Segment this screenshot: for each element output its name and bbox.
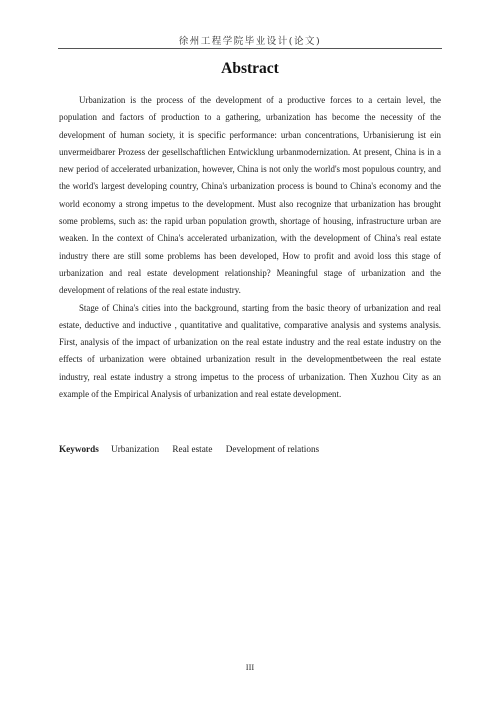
abstract-body bbox=[59, 92, 441, 403]
page-title: Abstract bbox=[221, 60, 279, 77]
header-divider bbox=[58, 48, 442, 49]
abstract-paragraph: Stage of China's cities into the background, starting from the basic theory of urbanization and real estate, deductive and inductive , quantitative and qualitative, comparative analysis and systems analysis. First, analysis of the impact of urbanization on the real estate industry and the real estate industry on the effects of urbanization were obtained urbanization result in the developmentbetween the real estate industry, real estate industry a strong impetus to the process of urbanization. Then Xuzhou City as an example of the Empirical Analysis of urbanization and real estate development. bbox=[59, 302, 441, 400]
keyword-item: Development of relations bbox=[225, 444, 320, 454]
page-number: III bbox=[245, 662, 255, 672]
keywords-line bbox=[59, 444, 330, 454]
keyword-item: Urbanization bbox=[111, 444, 160, 454]
keyword-item: Real estate bbox=[172, 444, 213, 454]
running-header: 徐州工程学院毕业设计(论文) bbox=[178, 36, 322, 47]
keywords-label: Keywords bbox=[59, 444, 99, 454]
abstract-paragraph: Urbanization is the process of the development of a productive forces to a certain level, the population and factors of production to a gathering, urbanization has become the necessity of the development of human society, it is specific performance: urban concentrations, Urbanisierung ist ein unvermeidbarer Prozess der gesellschaftlichen Entwicklung urbanmodernization. At present, China is in a new period of accelerated urbanization, however, China is not only the world's most populous country, and the world's largest developing country, China's urbanization process is bound to China's economy and the world economy a strong impetus to the development. Must also recognize that urbanization has brought some problems, such as: the rapid urban population growth, shortage of housing, infrastructure urban are weaken. In the context of China's accelerated urbanization, with the development of China's real estate industry there are still some problems has been developed, How to profit and avoid loss this stage of urbanization and real estate development relationship? Meaningful stage of urbanization and the development of relations of the real estate industry. bbox=[59, 95, 441, 296]
